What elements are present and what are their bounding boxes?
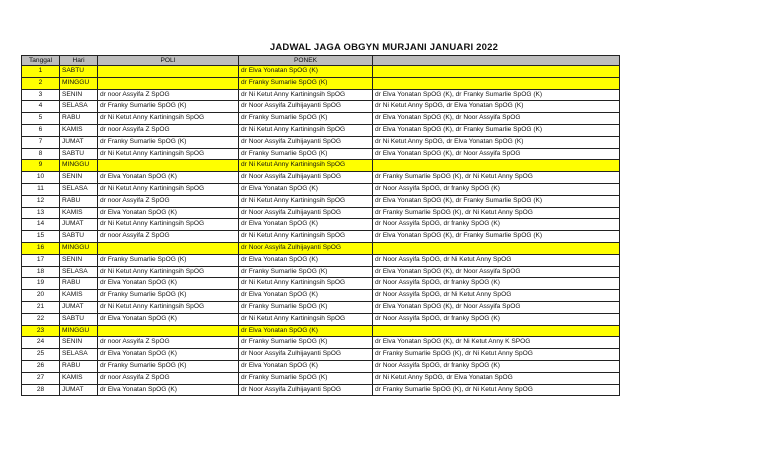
- table-row: [22, 101, 620, 113]
- cell-hari: MINGGU: [60, 325, 98, 337]
- cell-tanggal: 11: [22, 183, 60, 195]
- table-row: [22, 77, 620, 89]
- table-row: [22, 66, 620, 78]
- cell-ponek: dr Noor Assyifa Zulhijayanti SpOG: [239, 136, 373, 148]
- cell-ponek: dr Franky Sumarlie SpOG (K): [239, 266, 373, 278]
- table-row: [22, 231, 620, 243]
- header-extra: [373, 56, 620, 66]
- table-row: [22, 325, 620, 337]
- cell-tanggal: 20: [22, 290, 60, 302]
- cell-poli: dr Ni Ketut Anny Kartiningsih SpOG: [98, 183, 239, 195]
- cell-extra: dr Ni Ketut Anny SpOG, dr Elva Yonatan SpOG (K): [373, 101, 620, 113]
- cell-extra: dr Elva Yonatan SpOG (K), dr Noor Assyifa SpOG: [373, 113, 620, 125]
- table-row: [22, 242, 620, 254]
- cell-extra: dr Elva Yonatan SpOG (K), dr Franky Sumarlie SpOG (K): [373, 124, 620, 136]
- cell-hari: SABTU: [60, 66, 98, 78]
- cell-extra: [373, 325, 620, 337]
- table-row: [22, 278, 620, 290]
- cell-tanggal: 14: [22, 219, 60, 231]
- cell-extra: dr Elva Yonatan SpOG (K), dr Ni Ketut Anny K SPOG: [373, 337, 620, 349]
- cell-hari: RABU: [60, 113, 98, 125]
- cell-tanggal: 9: [22, 160, 60, 172]
- cell-poli: dr Elva Yonatan SpOG (K): [98, 278, 239, 290]
- cell-poli: dr Elva Yonatan SpOG (K): [98, 313, 239, 325]
- cell-hari: KAMIS: [60, 290, 98, 302]
- cell-poli: dr Elva Yonatan SpOG (K): [98, 349, 239, 361]
- cell-poli: dr Franky Sumarlie SpOG (K): [98, 136, 239, 148]
- cell-hari: SENIN: [60, 254, 98, 266]
- cell-extra: dr Elva Yonatan SpOG (K), dr Franky Sumarlie SpOG (K): [373, 195, 620, 207]
- header-row: [22, 56, 620, 66]
- cell-hari: MINGGU: [60, 77, 98, 89]
- cell-tanggal: 1: [22, 66, 60, 78]
- cell-extra: dr Noor Assyifa SpOG, dr franky SpOG (K): [373, 219, 620, 231]
- table-row: [22, 290, 620, 302]
- cell-hari: SENIN: [60, 89, 98, 101]
- table-row: [22, 136, 620, 148]
- cell-poli: dr Franky Sumarlie SpOG (K): [98, 360, 239, 372]
- header-tanggal: Tanggal: [22, 56, 60, 66]
- cell-extra: dr Noor Assyifa SpOG, dr franky SpOG (K): [373, 360, 620, 372]
- cell-hari: MINGGU: [60, 160, 98, 172]
- cell-poli: dr noor Assyifa Z SpOG: [98, 89, 239, 101]
- cell-tanggal: 17: [22, 254, 60, 266]
- cell-poli: dr Ni Ketut Anny Kartiningsih SpOG: [98, 148, 239, 160]
- cell-extra: dr Noor Assyifa SpOG, dr Ni Ketut Anny SpOG: [373, 290, 620, 302]
- cell-hari: SABTU: [60, 231, 98, 243]
- table-row: [22, 266, 620, 278]
- cell-tanggal: 22: [22, 313, 60, 325]
- header-poli: POLI: [98, 56, 239, 66]
- cell-poli: dr Franky Sumarlie SpOG (K): [98, 101, 239, 113]
- cell-extra: dr Franky Sumarlie SpOG (K), dr Ni Ketut Anny SpOG: [373, 349, 620, 361]
- cell-hari: RABU: [60, 278, 98, 290]
- cell-poli: dr Elva Yonatan SpOG (K): [98, 384, 239, 396]
- cell-extra: dr Franky Sumarlie SpOG (K), dr Ni Ketut Anny SpOG: [373, 384, 620, 396]
- cell-ponek: dr Ni Ketut Anny Kartiningsih SpOG: [239, 124, 373, 136]
- header-hari: Hari: [60, 56, 98, 66]
- cell-poli: [98, 160, 239, 172]
- cell-hari: SELASA: [60, 266, 98, 278]
- cell-extra: dr Ni Ketut Anny SpOG, dr Elva Yonatan SpOG: [373, 372, 620, 384]
- cell-ponek: dr Ni Ketut Anny Kartiningsih SpOG: [239, 313, 373, 325]
- cell-ponek: dr Franky Sumarlie SpOG (K): [239, 301, 373, 313]
- cell-tanggal: 15: [22, 231, 60, 243]
- schedule-title: JADWAL JAGA OBGYN MURJANI JANUARI 2022: [269, 42, 499, 53]
- cell-hari: SENIN: [60, 337, 98, 349]
- cell-poli: dr Ni Ketut Anny Kartiningsih SpOG: [98, 219, 239, 231]
- table-row: [22, 124, 620, 136]
- cell-ponek: dr Ni Ketut Anny Kartiningsih SpOG: [239, 195, 373, 207]
- cell-poli: [98, 77, 239, 89]
- cell-poli: [98, 242, 239, 254]
- cell-ponek: dr Elva Yonatan SpOG (K): [239, 254, 373, 266]
- cell-ponek: dr Franky Sumarlie SpOG (K): [239, 113, 373, 125]
- cell-poli: dr noor Assyifa Z SpOG: [98, 231, 239, 243]
- cell-extra: dr Noor Assyifa SpOG, dr franky SpOG (K): [373, 278, 620, 290]
- table-row: [22, 148, 620, 160]
- cell-extra: [373, 66, 620, 78]
- cell-poli: dr Franky Sumarlie SpOG (K): [98, 290, 239, 302]
- cell-extra: dr Elva Yonatan SpOG (K), dr Noor Assyifa SpOG: [373, 301, 620, 313]
- cell-poli: dr noor Assyifa Z SpOG: [98, 372, 239, 384]
- cell-extra: dr Noor Assyifa SpOG, dr franky SpOG (K): [373, 183, 620, 195]
- cell-hari: MINGGU: [60, 242, 98, 254]
- cell-extra: [373, 160, 620, 172]
- cell-tanggal: 16: [22, 242, 60, 254]
- cell-ponek: dr Franky Sumarlie SpOG (K): [239, 337, 373, 349]
- cell-extra: dr Elva Yonatan SpOG (K), dr Noor Assyifa SpOG: [373, 266, 620, 278]
- cell-ponek: dr Ni Ketut Anny Kartiningsih SpOG: [239, 231, 373, 243]
- cell-hari: KAMIS: [60, 207, 98, 219]
- table-row: [22, 160, 620, 172]
- cell-extra: dr Franky Sumarlie SpOG (K), dr Ni Ketut Anny SpOG: [373, 172, 620, 184]
- cell-tanggal: 3: [22, 89, 60, 101]
- table-row: [22, 219, 620, 231]
- cell-extra: dr Franky Sumarlie SpOG (K), dr Ni Ketut Anny SpOG: [373, 207, 620, 219]
- cell-poli: dr Elva Yonatan SpOG (K): [98, 172, 239, 184]
- cell-extra: [373, 77, 620, 89]
- cell-tanggal: 21: [22, 301, 60, 313]
- schedule-body: [22, 66, 620, 396]
- table-row: [22, 372, 620, 384]
- cell-hari: SELASA: [60, 183, 98, 195]
- cell-ponek: dr Franky Sumarlie SpOG (K): [239, 372, 373, 384]
- cell-ponek: dr Ni Ketut Anny Kartiningsih SpOG: [239, 278, 373, 290]
- table-row: [22, 113, 620, 125]
- cell-tanggal: 4: [22, 101, 60, 113]
- cell-tanggal: 13: [22, 207, 60, 219]
- cell-poli: dr noor Assyifa Z SpOG: [98, 337, 239, 349]
- cell-poli: [98, 66, 239, 78]
- cell-tanggal: 5: [22, 113, 60, 125]
- table-row: [22, 254, 620, 266]
- cell-extra: dr Elva Yonatan SpOG (K), dr Noor Assyifa SpOG: [373, 148, 620, 160]
- cell-hari: KAMIS: [60, 372, 98, 384]
- cell-ponek: dr Franky Sumarlie SpOG (K): [239, 148, 373, 160]
- cell-poli: dr Franky Sumarlie SpOG (K): [98, 254, 239, 266]
- cell-extra: dr Elva Yonatan SpOG (K), dr Franky Sumarlie SpOG (K): [373, 89, 620, 101]
- cell-poli: [98, 325, 239, 337]
- table-row: [22, 360, 620, 372]
- cell-tanggal: 27: [22, 372, 60, 384]
- cell-tanggal: 12: [22, 195, 60, 207]
- cell-ponek: dr Elva Yonatan SpOG (K): [239, 290, 373, 302]
- schedule-table: [21, 55, 620, 396]
- cell-ponek: dr Noor Assyifa Zulhijayanti SpOG: [239, 207, 373, 219]
- cell-ponek: dr Elva Yonatan SpOG (K): [239, 325, 373, 337]
- cell-ponek: dr Ni Ketut Anny Kartiningsih SpOG: [239, 89, 373, 101]
- table-row: [22, 207, 620, 219]
- cell-hari: JUMAT: [60, 136, 98, 148]
- cell-poli: dr Ni Ketut Anny Kartiningsih SpOG: [98, 113, 239, 125]
- cell-hari: SELASA: [60, 349, 98, 361]
- cell-hari: SELASA: [60, 101, 98, 113]
- cell-tanggal: 19: [22, 278, 60, 290]
- cell-tanggal: 18: [22, 266, 60, 278]
- table-row: [22, 172, 620, 184]
- table-row: [22, 337, 620, 349]
- cell-tanggal: 25: [22, 349, 60, 361]
- cell-ponek: dr Noor Assyifa Zulhijayanti SpOG: [239, 349, 373, 361]
- cell-hari: KAMIS: [60, 124, 98, 136]
- cell-extra: dr Noor Assyifa SpOG, dr Ni Ketut Anny SpOG: [373, 254, 620, 266]
- cell-hari: RABU: [60, 195, 98, 207]
- cell-ponek: dr Noor Assyifa Zulhijayanti SpOG: [239, 242, 373, 254]
- table-row: [22, 89, 620, 101]
- cell-tanggal: 8: [22, 148, 60, 160]
- cell-ponek: dr Franky Sumarlie SpOG (K): [239, 77, 373, 89]
- cell-tanggal: 26: [22, 360, 60, 372]
- cell-ponek: dr Noor Assyifa Zulhijayanti SpOG: [239, 172, 373, 184]
- cell-ponek: dr Elva Yonatan SpOG (K): [239, 360, 373, 372]
- cell-tanggal: 10: [22, 172, 60, 184]
- cell-tanggal: 6: [22, 124, 60, 136]
- cell-hari: SABTU: [60, 313, 98, 325]
- cell-tanggal: 7: [22, 136, 60, 148]
- table-row: [22, 384, 620, 396]
- cell-ponek: dr Elva Yonatan SpOG (K): [239, 219, 373, 231]
- cell-ponek: dr Elva Yonatan SpOG (K): [239, 66, 373, 78]
- cell-hari: SENIN: [60, 172, 98, 184]
- cell-extra: dr Noor Assyifa SpOG, dr franky SpOG (K): [373, 313, 620, 325]
- table-row: [22, 313, 620, 325]
- table-row: [22, 301, 620, 313]
- cell-ponek: dr Ni Ketut Anny Kartiningsih SpOG: [239, 160, 373, 172]
- table-row: [22, 195, 620, 207]
- cell-poli: dr noor Assyifa Z SpOG: [98, 195, 239, 207]
- cell-hari: JUMAT: [60, 384, 98, 396]
- cell-ponek: dr Elva Yonatan SpOG (K): [239, 183, 373, 195]
- cell-poli: dr Elva Yonatan SpOG (K): [98, 207, 239, 219]
- cell-hari: SABTU: [60, 148, 98, 160]
- table-row: [22, 183, 620, 195]
- cell-tanggal: 23: [22, 325, 60, 337]
- table-row: [22, 349, 620, 361]
- cell-tanggal: 24: [22, 337, 60, 349]
- cell-ponek: dr Noor Assyifa Zulhijayanti SpOG: [239, 101, 373, 113]
- cell-poli: dr Ni Ketut Anny Kartiningsih SpOG: [98, 266, 239, 278]
- cell-extra: [373, 242, 620, 254]
- cell-hari: JUMAT: [60, 219, 98, 231]
- cell-ponek: dr Noor Assyifa Zulhijayanti SpOG: [239, 384, 373, 396]
- cell-tanggal: 28: [22, 384, 60, 396]
- cell-hari: JUMAT: [60, 301, 98, 313]
- header-ponek: PONEK: [239, 56, 373, 66]
- cell-hari: RABU: [60, 360, 98, 372]
- cell-extra: dr Elva Yonatan SpOG (K), dr Franky Sumarlie SpOG (K): [373, 231, 620, 243]
- cell-poli: dr Ni Ketut Anny Kartiningsih SpOG: [98, 301, 239, 313]
- cell-poli: dr noor Assyifa Z SpOG: [98, 124, 239, 136]
- cell-extra: dr Ni Ketut Anny SpOG, dr Elva Yonatan SpOG (K): [373, 136, 620, 148]
- cell-tanggal: 2: [22, 77, 60, 89]
